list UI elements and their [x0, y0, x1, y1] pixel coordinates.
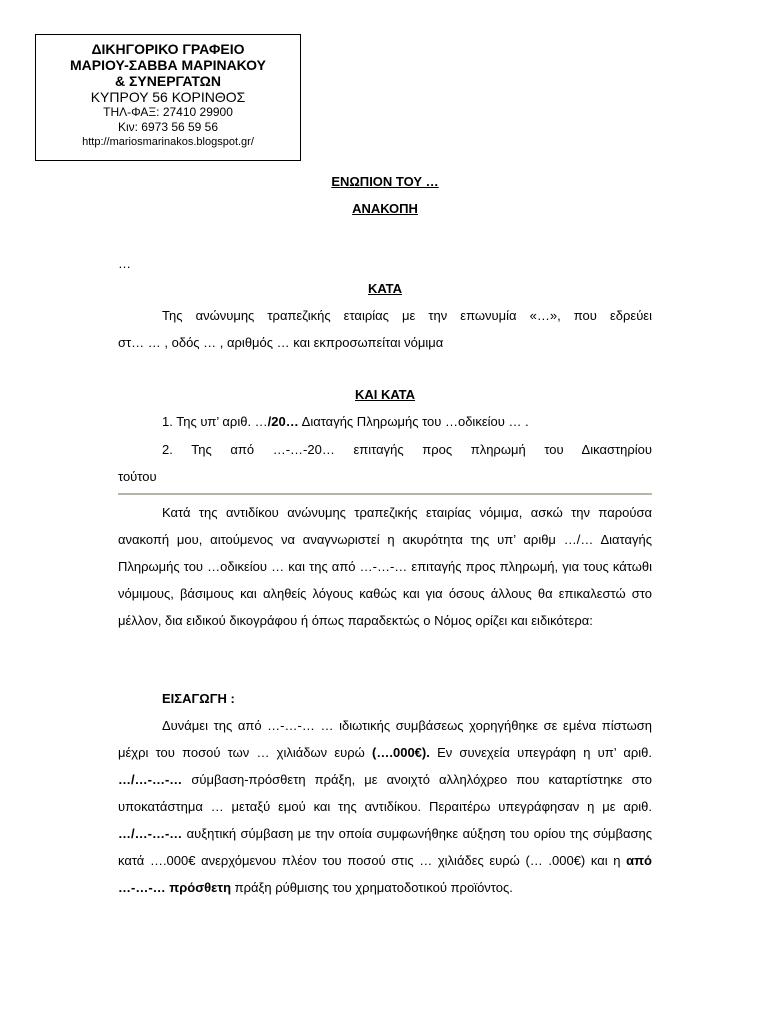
kata-heading: ΚΑΤΑ — [367, 281, 403, 296]
eisagogi-heading: ΕΙΣΑΓΩΓΗ : — [162, 691, 235, 706]
eisagogi-text-2: Εν συνεχεία υπεγράφη η υπ’ αριθ. — [429, 745, 652, 760]
eisagogi-paragraph — [118, 712, 652, 901]
item1-text-bold: /20… — [267, 414, 299, 429]
item1-text-a: 1. Της υπ’ αριθ. … — [162, 414, 268, 429]
applicant-placeholder: … — [118, 256, 131, 271]
firm-mobile: Κιν: 6973 56 59 56 — [117, 120, 219, 134]
section-divider — [118, 493, 652, 495]
firm-address: ΚΥΠΡΟΥ 56 ΚΟΡΙΝΘΟΣ — [90, 89, 246, 105]
kata-text-line1: Της ανώνυμης τραπεζικής εταιρίας με την επωνυμία «…», που εδρεύει — [162, 308, 652, 323]
eisagogi-text-4: αυξητική σύμβαση με την οποία συμφωνήθηκε αύξηση του ορίου της σύμβασης κατά ….000€ ανερχόμενου πλέον του ποσού στις … χιλιάδες ευρώ (… .000€) και η — [118, 826, 652, 868]
eisagogi-text-1: Δυνάμει της από …-…-… … ιδιωτικής συμβάσεως χορηγήθηκε σε εμένα πίστωση μέχρι του ποσού των … χιλιάδων ευρώ — [118, 718, 652, 760]
kai-kata-item-1 — [118, 408, 652, 435]
firm-phone: ΤΗΛ-ΦΑΞ: 27410 29900 — [103, 105, 233, 119]
kai-kata-heading: ΚΑΙ ΚΑΤΑ — [354, 387, 416, 402]
eisagogi-increase-no: …/…-…-… — [118, 826, 183, 841]
document-title: ΑΝΑΚΟΠΗ — [352, 201, 418, 216]
intro-paragraph: Κατά της αντιδίκου ανώνυμης τραπεζικής εταιρίας νόμιμα, ασκώ την παρούσα ανακοπή μου, αιτούμενος να αναγνωριστεί η ακυρότητα της υπ’ αριθμ …/… Διαταγής Πληρωμής του …οδικείου … και της από …-…-… επιταγής προς πληρωμή, για τους κάτωθι νόμιμους, βάσιμους και αληθείς λόγους καθώς και για όσους άλλους θα επικαλεστώ στο μέλλον, δια ειδικού δικογράφου ή όπως παραδεκτώς ο Νόμος ορίζει και ειδικότερα: — [118, 505, 652, 628]
firm-name-line3: & ΣΥΝΕΡΓΑΤΩΝ — [115, 73, 221, 89]
kai-kata-item-2-line1: 2. Της από …-…-20… επιταγής προς πληρωμή του Δικαστηρίου — [162, 442, 652, 457]
eisagogi-amount: (….000€). — [372, 745, 430, 760]
eisagogi-contract-no: …/…-…-… — [118, 772, 183, 787]
item1-text-c: Διαταγής Πληρωμής του …οδικείου … . — [298, 414, 529, 429]
eisagogi-text-5: πράξη ρύθμισης του χρηματοδοτικού προϊόντος. — [231, 880, 513, 895]
letterhead-box — [35, 34, 301, 161]
kata-text-line2: στ… … , οδός … , αριθμός … και εκπροσωπείται νόμιμα — [118, 335, 444, 350]
firm-url: http://mariosmarinakos.blogspot.gr/ — [82, 136, 254, 148]
court-before-heading: ΕΝΩΠΙΟΝ ΤΟΥ … — [331, 174, 439, 189]
eisagogi-additional-act: από …-…-… πρόσθετη — [118, 853, 652, 895]
eisagogi-text-3: σύμβαση-πρόσθετη πράξη, με ανοιχτό αλληλόχρεο που καταρτίστηκε στο υποκατάστημα … μεταξύ εμού και της αντιδίκου. Περαιτέρω υπεγράφησαν η με αριθ. — [118, 772, 652, 814]
firm-name-line1: ΔΙΚΗΓΟΡΙΚΟ ΓΡΑΦΕΙΟ — [91, 41, 245, 57]
firm-name-line2: ΜΑΡΙΟΥ-ΣΑΒΒΑ ΜΑΡΙΝΑΚΟΥ — [70, 57, 266, 73]
kai-kata-item-2-line2: τούτου — [118, 469, 157, 484]
